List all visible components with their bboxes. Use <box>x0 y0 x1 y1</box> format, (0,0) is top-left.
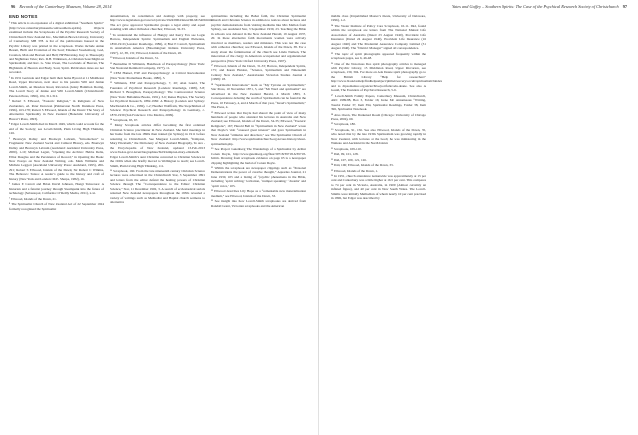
endnote: ¹³ Wilmann, ESP and Parapsychology, 7, 20; Alan Gauld, The Founders of Psychical Research (London: Routledge, 1968), 3-8; Richard S Broughton, Parapsychology: The Controversial Science (New York: Ballantine Books, 1991), 3-6; Renee Haynes, The Society for Psychical Research, 1882-1982: A History (London and Sydney: MacDonald & Co., 1982), 1-2; Heather Wolffram, The Stepchildren of Science: Psychical Research and Parapsychology in Germany, c. 1870-1939 (San Francisco: Clio Medica, 2009). <box>110 81 205 117</box>
endnotes-list <box>9 21 104 211</box>
endnote: ³⁰ Scrapbook, 91, 156. See also Ellwood, Islands of the Dawn, 35, who noted that by the late 1930s Spiritualism was growing rapidly in New Zealand, with lectures at the boob; he was ministering in the Waikato and Auckland in the North Island. <box>331 127 426 146</box>
endnote: ¹ This article is an expansion of a digital exhibition “Southern Spirits” (http://www.canterburymuseum.com/southern-spirits). Objects examined include the Scrapbooks of the Psychic Research Society of Christchurch New Zealand Inc., Macmillan Brown Library, University of Canterbury, MB 378. A list of the publications housed in the Psychic Library was printed in the scrapbook. Works include Annie Besant, Birth and Evolution of the Soul; Emanuel Swedenborg, God, Creation, Man and Heaven and Hell; HP Blavatsky, Key to Theosophy and Nightmare Tales; Rev. D.H. Wilkinson, A Christian Searchlight on Spiritualism; and Rev. G. Vale Owen, The Lowlands of Heaven, The Highlands of Heaven and Body, Soul, Spirit. Publication dates are not recorded. <box>9 21 104 75</box>
endnote: ²⁵ The topic of spirit photographs appeared frequently within the scrapbook pages, see 6, 46-48. <box>331 51 426 61</box>
endnote: ³³ Ibid, 107, 109, 121, 126. <box>331 157 367 162</box>
endnote: ³¹ Scrapbook, 109-110. <box>331 146 362 151</box>
endnote: ³⁶ In 1951, church attendance nationwide was approximately at 15 per cent and Canterbury was a little higher at 16.5 per cent. This compares to 74 per cent in Victoria, Australia, in 1900 (Almost certainly an inflated figure), and 40 per cent in New South Wales. The Lovell-Smiths were initially Methodists of whom nearly 10 per cent practised in 1896, but Edgar was described by <box>331 173 426 201</box>
column-2 <box>432 14 527 429</box>
endnote: ²¹ Within the scrapbook are newspaper clippings such as “Personal Demonstrations the power of creative thought,” Aquarius Journal, 21 June 1930, 105 and a listing of “psychic phenomena in the Bible, including ‘spirit writing,’ levitation, ‘trumpet speaking,’ ‘dreams’ and ‘spirit voice,’ 105. <box>211 165 306 188</box>
column-3 <box>211 14 306 429</box>
endnote: ⁸ The Spiritualist Church of New Zealand Act of 22 September 1924 formally recognised the Spiritualist <box>9 202 104 211</box>
endnote: ²⁷ Lovell-Smith Family Papers, Canterbury Museum, Christchurch, ARC 1989.88, Box 3, Folder 16; Irene Mc Antonneaus “Writing, Tourist Folder 37, Item 394, Spiritualist Readings, Folder 38, Item 396, Spiritualist Notebook. <box>331 93 426 112</box>
endnote: ²⁸ Also Owen, The Darkened Room (Chicago: University of Chicago Press, 2004), 69. <box>331 112 426 121</box>
endnote: ²⁹ Scrapbook, 180. <box>331 122 356 127</box>
endnote: denomination, its constitution and dealings with property, see http://www.legislation.govt.nz/act/private/1924/0004/latest/DLM15409.html. The act gave approved Spiritualist groups a legal entity and equal standing with other Orthodox churches; Ellwood, 32-33. <box>110 14 214 32</box>
running-header <box>452 4 630 9</box>
running-title: Yates and Gaffey – Southern Spirits: The Case of the Psychical Research Society of Christchurch <box>452 4 619 9</box>
endnote: ²⁰ See Project Gutenberg The Wanderings of a Spiritualist by Arthur Conan Doyle, http://www.gutenberg.org/files/39718/39718-h/39718-h.htm. Drawing from scrapbook evidence on page 65 is a newspaper clipping highlighting the burial of Conan Doyle. <box>211 147 306 165</box>
endnote: ² In 1931 Gertrude and Edgar built their home Byrord at 11 Middleton Road, Upper Riccarton, next door to his parents Will and Jennie Lovell-Smith, on Meadow Road, Riccarton (Jenny Hamilton Doring, The Lovell Story of Jennie and Will Lovell-Smith (Christchurch: Peterson Press, 1996), 104, 311-312. <box>9 75 104 98</box>
endnote: middle class (Unpublished Master’s thesis, University of Delaware, 1996), 1-2. <box>331 14 426 23</box>
endnote: ¹² CEM Hansel, ESP and Parapsychology: A Critical Reevaluation (New York: Prometheus Books, 1980), 3. <box>110 71 205 80</box>
endnote: ⁴ Edgar Lovell-Smith died in March 1949, which could account for the end of the Society; see Lovell-Smith, Plain Living High Thinking, 126. <box>9 122 104 136</box>
endnotes-heading: END NOTES <box>9 14 38 19</box>
column-1 <box>331 14 443 429</box>
endnote: ⁵ Bronwyn Dalley and Bronwyn Labrum, “Introduction” to Fragments: New Zealand Social and Cultural History, eds. Bronwyn Dalley and Bronwyn Labrum (Auckland: Auckland University Press, 2000), 1-10; Michael Legatt, “Opening the Archive: Hebbe Delta, Elliot Douglas and the Persistence of Record,” in Opening the Book: New Essays on New Zealand Writing, eds. Mark Williams and Michele Leggott (Auckland University Press: Auckland, 1995), 206-291; Robert S Ellwood, Islands of the Dawn; Sir Robert C Wilkins, The Hebrews: Toitoa: A reader’s guide to the history and craft of history (New York and London: M.E. Sharpe, 1982), 16. <box>9 136 104 181</box>
endnote: ⁹ To understand the influence of Hungry and Kerry Fox see Logie Barrow, Independent Spirits: Spiritualism and English Plebeians, 1850-1910 (London: Routledge, 1986), 4; Bret E Carroll, Spiritualism in Antebellum America (Bloomington: Indiana University Press, 1997), 12, 38, 131; Ellwood, Islands of the Dawn, 20. <box>110 32 205 55</box>
endnotes-list <box>331 14 443 201</box>
endnote: ³² Ibid, 99, 101, 128. <box>331 152 359 157</box>
endnote: ⁶ James E Carrett and Brian David Johnson, Hongi Tuiwerora: A historian and a futurist journey through Steampunk into the future of technology (Sebastopol, California: O’Reilly Media, 2011), x-xi. <box>9 182 104 196</box>
endnote: ¹⁶ Scrapbook, 160. From the late nineteenth century Christian Science lectures were advertised in the Christchurch Star, 3 September 1891 and letters from the editor defend the healing powers of Christian Science through The “Correspondence to the Editor: Christian Science,” Star, 11 December 1902, 3. A search of ecclesiastical serials returned New Zealand newspapers throughout the 1930s revealed a variety of writings such as Methodist and Baptist church sermons to alternative <box>110 168 205 205</box>
endnote: ¹⁵ Many Scrapbook articles differ becoming the first ordained Christian Science practitioner in New Zealand. She held meetings in her home from the late 1890s then trained (in Sydney) in 1911 before returning to Christchurch. See Margaret Lovell-Smith, “Kimpton, Mary Elizabeth,” the Dictionary of New Zealand Biography, Te Ara - the Encyclopedia of New Zealand, updated 13-Feb-2013 www.TeAra.govt.nz/en/biographies/3k19/kimpton-mary-elizabeth. Edgar Lovell-Smith’s aunt Christina converted to Christian Science in the 1920s when she briefly moved to Wellington to teach; see Lovell-Smith, Plain Living High Thinking, 111. <box>110 123 205 168</box>
running-title: Records of the Canterbury Museum, Volume 28, 2014 <box>19 4 112 9</box>
endnotes-list <box>110 14 214 205</box>
running-header <box>8 4 111 9</box>
endnote: ¹⁴ Scrapbook, 65, 67. <box>110 117 139 122</box>
column-3 <box>533 14 628 429</box>
endnote: ²³ See insight into how Lovell-Smith scrapbooks are derived from Randall Grant, Victorian scrapbooks and the American <box>211 199 306 208</box>
page-number: 97 <box>622 4 627 9</box>
page-number: 96 <box>11 4 16 9</box>
endnote: ¹⁷ Ellwood, Islands of the Dawn, 31-33; Barrow, Independent Spirits, 175; and Karen Hanlon, “Science, Spiritualism and Nineteenth Century New Zealand,” Australasian Victorian Studies Journal 4 (1998): 18. <box>211 63 306 82</box>
endnote: ³ Robert S Ellwood, “Esoteric Religion,” in Religions of New Zealanders, ed. Peter Donovan (Palmerston North: Dunmore Press, 1996), 163-178; Robert S Ellwood, Islands of the Dawn: The Story of Alternative Spirituality in New Zealand (Honolulu: University of Hawai’i Press, 1993). <box>9 99 104 121</box>
endnote: ²⁴ The Vaster Institute of Policy Care Scrapbook, 10-11. Ibid, found within the scrapbook are letters from The National Mutual Life Association of Australia (Dated 23 August 1940), Provident Life Insurance (Dated 24 August 1940), Provident Life Insurance (16 August 1940) and The Prudential Assurance Company Limited (31 August 1940). The “District Manager” signed all correspondence. <box>331 23 426 51</box>
endnote: ³⁵ Ellwood, Islands of the Dawn, 1. <box>331 168 379 173</box>
column-2 <box>110 14 214 429</box>
endnote: ¹⁹ Ellwood writes that Doyle had shared the point of view of many hundreds of people who attended his lectures in Australia and New Zealand; see Ellwood, Islands of the Dawn, 34-35; Ellwood, “Esoteric Religions”, 167; Harold Bell in “Spiritualism in New Zealand” wrote that Doyle’s visit “aroused great interest” and gave Spiritualism in New Zealand “stimulus and direction,” see The Spiritualist Church of New Zealand: http://www.spiritualistchurch.org.nz/our-history/about-spiritualism.php. <box>211 110 306 146</box>
endnote: ¹¹ Bernadine D Wilmann, Handbook of Parapsychology (New York: Van Nostrand Reinhold Company, 1977), 11. <box>110 61 205 70</box>
endnotes-list <box>211 14 306 208</box>
endnote: ³⁴ Ibid, 106; Ellwood, Islands of the Dawn, 33. <box>331 163 394 168</box>
endnote: ¹⁸ “Spiritualist Innovations” leads as “My Tyrrane on Spiritualism,” Star Press, 10 November 1871, 3, and “Mr Ward and spiritualist” are advertised in the New Zealand Herald, 4 March 1883, 3. Correspondence debating the worth of Spiritualism can be found in the Press, 10 February, 4, and 4 March of that year, “Israel’s Spiritualism,” The Press, 4. <box>211 82 306 110</box>
endnote: spiritualities including the Bahai faith, the Christian Spiritualist Church and Christian Science in addition to notices about lectures and psychic demonstrations from visiting mediums like Mrs Mellon from Sydney, see Auckland Star, 3 September 1939, 23. Teaching the Bible in schools was debated in the New Zealand Herald, 19 August 1937, 20. In these alternative faith movements women were actively involved as members, readers and ministers. This was not the case with orthodox churches; see Ellwood, Islands of the Dawn, 38. For a study about the feminisation of the church see Linda Neilsen, The innovation of the clergy in American occupational and organizational perspective (New York: Oxford University Press, 1997). <box>211 14 306 63</box>
endnote: ²² Ellwood describes Lily Hope as a “remarkable new materialisation medium,” see Ellwood, Islands of the Dawn, 33. <box>211 189 306 198</box>
endnote: ¹⁰ Ellwood, Islands of the Dawn, 31. <box>110 56 159 61</box>
right-page <box>319 0 638 435</box>
endnote: ²⁶ One of the Notorious Dos spirit photography articles is managed with Psychic Library, 15 Middleton Road, Upper Riccarton, see scrapbook, 130, 304. For more on Ada Deane spirit photography go to the British Library “Help for researchers” http://www.bl.uk/reshelp/findhelpsubject/philrel/sorcery/occult/spiritualism/bindex and to dipsomaniac.org.uk/archive/portfolio/ada-deane. See also A Gauld, The Founders of Psychical Research, 5-6. <box>331 61 443 93</box>
column-1 <box>9 14 104 429</box>
endnote: ⁷ Ellwood, Islands of the Dawn, 21. <box>9 196 57 201</box>
